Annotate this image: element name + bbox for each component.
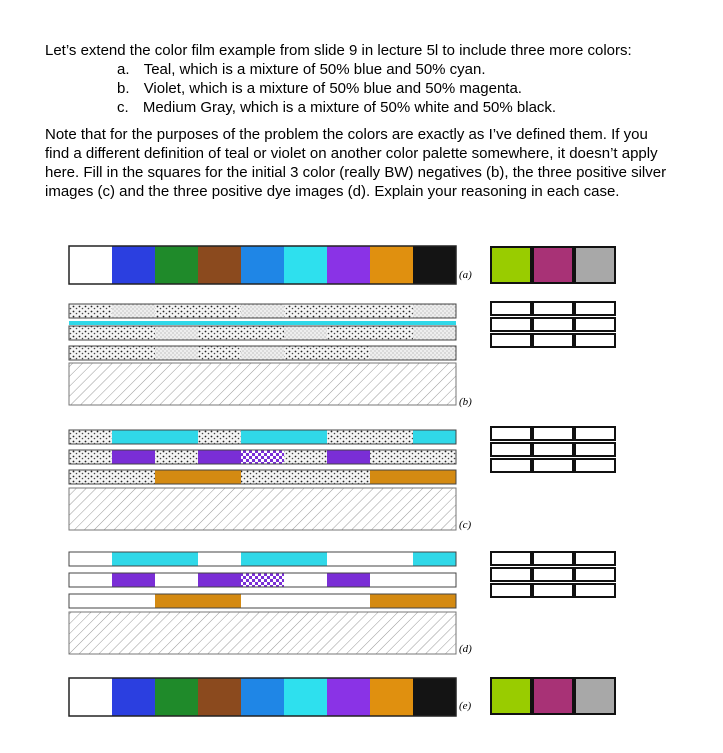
new-color-e-violet_new: [533, 678, 573, 714]
dye-layer-1-cell: [241, 552, 284, 566]
neg-layer-2-cell: [327, 326, 370, 340]
answer-box-c: [575, 427, 615, 440]
answer-box-d: [491, 568, 531, 581]
dye-layer-3-cell: [241, 594, 284, 608]
silver-layer-1-cell: [69, 430, 112, 444]
neg-layer-3-cell: [112, 346, 155, 360]
answer-box-d: [491, 552, 531, 565]
neg-layer-1-cell: [370, 304, 413, 318]
silver-layer-1-cell: [155, 430, 198, 444]
silver-layer-3-cell: [413, 470, 456, 484]
item-text: Medium Gray, which is a mixture of 50% white and 50% black.: [142, 99, 557, 116]
silver-layer-2-cell: [69, 450, 112, 464]
dye-layer-3-cell: [112, 594, 155, 608]
dye-layer-2-cell: [112, 573, 155, 587]
answer-box-c: [575, 459, 615, 472]
repro-swatch-green: [155, 678, 198, 716]
neg-layer-3-cell: [413, 346, 456, 360]
neg-layer-1-cell: [413, 304, 456, 318]
silver-layer-2-cell: [155, 450, 198, 464]
neg-layer-2-cell: [112, 326, 155, 340]
repro-swatch-white: [69, 678, 112, 716]
item-text: Violet, which is a mixture of 50% blue and 50% magenta.: [143, 80, 522, 97]
silver-layer-3-cell: [327, 470, 370, 484]
neg-layer-3-cell: [370, 346, 413, 360]
answer-box-c: [533, 427, 573, 440]
silver-layer-1-cell: [241, 430, 284, 444]
dye-layer-3-cell: [198, 594, 241, 608]
repro-swatch-brown: [198, 678, 241, 716]
neg-layer-2-cell: [69, 326, 112, 340]
repro-swatch-orange: [370, 678, 413, 716]
answer-box-d: [575, 584, 615, 597]
answer-box-d: [533, 552, 573, 565]
note-line: Note that for the purposes of the problem the colors are exactly as I’ve defined them. If you: [45, 126, 648, 143]
silver-layer-1-cell: [413, 430, 456, 444]
dye-layer-2-cell: [413, 573, 456, 587]
neg-layer-1-cell: [155, 304, 198, 318]
dye-layer-2-cell: [370, 573, 413, 587]
dye-layer-3-cell: [69, 594, 112, 608]
answer-box-d: [491, 584, 531, 597]
label-b: (b): [459, 396, 472, 408]
silver-layer-3-cell: [198, 470, 241, 484]
note-line: here. Fill in the squares for the initial 3 color (really BW) negatives (b), the three positive silver: [45, 164, 667, 181]
neg-layer-3-cell: [241, 346, 284, 360]
item-marker: a.: [117, 61, 130, 78]
silver-layer-2-cell: [370, 450, 413, 464]
swatch-orange: [370, 246, 413, 284]
neg-layer-1-cell: [284, 304, 327, 318]
new-color-e-teal_new: [491, 678, 531, 714]
intro-text: Let’s extend the color film example from slide 9 in lecture 5l to include three more colors:: [45, 42, 632, 59]
neg-layer-1-cell: [198, 304, 241, 318]
label-d: (d): [459, 643, 472, 655]
neg-layer-3-cell: [327, 346, 370, 360]
base-d: [69, 612, 456, 654]
item-text: Teal, which is a mixture of 50% blue and 50% cyan.: [143, 61, 486, 78]
answer-box-b: [533, 334, 573, 347]
neg-cyan-line: [69, 321, 456, 325]
new-color-a-teal_new: [491, 247, 531, 283]
silver-layer-3-cell: [69, 470, 112, 484]
base-b: [69, 363, 456, 405]
dye-layer-2-cell: [327, 573, 370, 587]
swatch-white: [69, 246, 112, 284]
silver-layer-3-cell: [112, 470, 155, 484]
silver-layer-3-cell: [370, 470, 413, 484]
silver-layer-1-cell: [198, 430, 241, 444]
dye-layer-3-cell: [413, 594, 456, 608]
repro-swatch-black: [413, 678, 456, 716]
answer-box-c: [533, 443, 573, 456]
silver-layer-2-cell: [112, 450, 155, 464]
dye-layer-3-cell: [284, 594, 327, 608]
silver-layer-3-cell: [284, 470, 327, 484]
answer-box-b: [533, 318, 573, 331]
swatch-azure: [241, 246, 284, 284]
answer-box-b: [575, 318, 615, 331]
swatch-green: [155, 246, 198, 284]
neg-layer-2-cell: [370, 326, 413, 340]
repro-swatch-violet: [327, 678, 370, 716]
silver-layer-3-cell: [241, 470, 284, 484]
dye-layer-1-cell: [69, 552, 112, 566]
neg-layer-1-cell: [112, 304, 155, 318]
silver-layer-3-cell: [155, 470, 198, 484]
silver-layer-1-cell: [284, 430, 327, 444]
dye-layer-1-cell: [155, 552, 198, 566]
silver-layer-2-cell: [198, 450, 241, 464]
answer-box-b: [491, 318, 531, 331]
dye-layer-1-cell: [112, 552, 155, 566]
dye-layer-2-cell: [69, 573, 112, 587]
silver-layer-1-cell: [370, 430, 413, 444]
neg-layer-2-cell: [155, 326, 198, 340]
answer-box-c: [491, 443, 531, 456]
silver-layer-1-cell: [327, 430, 370, 444]
answer-box-b: [491, 334, 531, 347]
item-marker: c.: [117, 99, 129, 116]
dye-layer-2-cell: [241, 573, 284, 587]
repro-swatch-azure: [241, 678, 284, 716]
silver-layer-2-cell: [327, 450, 370, 464]
answer-box-b: [491, 302, 531, 315]
neg-layer-3-cell: [69, 346, 112, 360]
note-line: images (c) and the three positive dye images (d). Explain your reasoning in each case.: [45, 183, 620, 200]
answer-box-d: [533, 568, 573, 581]
dye-layer-2-cell: [284, 573, 327, 587]
swatch-brown: [198, 246, 241, 284]
swatch-black: [413, 246, 456, 284]
dye-layer-2-cell: [155, 573, 198, 587]
neg-layer-2-cell: [241, 326, 284, 340]
dye-layer-1-cell: [327, 552, 370, 566]
neg-layer-3-cell: [155, 346, 198, 360]
label-c: (c): [459, 519, 472, 531]
dye-layer-1-cell: [370, 552, 413, 566]
answer-box-c: [491, 427, 531, 440]
answer-box-d: [575, 568, 615, 581]
dye-layer-1-cell: [413, 552, 456, 566]
silver-layer-2-cell: [284, 450, 327, 464]
swatch-violet: [327, 246, 370, 284]
base-c: [69, 488, 456, 530]
silver-layer-1-cell: [112, 430, 155, 444]
swatch-blue: [112, 246, 155, 284]
answer-box-c: [575, 443, 615, 456]
new-color-a-gray_new: [575, 247, 615, 283]
answer-box-c: [491, 459, 531, 472]
answer-box-d: [533, 584, 573, 597]
neg-layer-2-cell: [413, 326, 456, 340]
answer-box-b: [575, 334, 615, 347]
new-color-a-violet_new: [533, 247, 573, 283]
answer-box-b: [575, 302, 615, 315]
neg-layer-1-cell: [241, 304, 284, 318]
dye-layer-2-cell: [198, 573, 241, 587]
dye-layer-3-cell: [370, 594, 413, 608]
neg-layer-3-cell: [198, 346, 241, 360]
answer-box-c: [533, 459, 573, 472]
swatch-cyan: [284, 246, 327, 284]
label-a: (a): [459, 269, 472, 281]
silver-layer-2-cell: [413, 450, 456, 464]
neg-layer-2-cell: [284, 326, 327, 340]
note-line: find a different definition of teal or violet on another color palette somewhere, it doesn’t apply: [45, 145, 658, 162]
dye-layer-1-cell: [198, 552, 241, 566]
neg-layer-3-cell: [284, 346, 327, 360]
neg-layer-1-cell: [69, 304, 112, 318]
repro-swatch-blue: [112, 678, 155, 716]
repro-swatch-cyan: [284, 678, 327, 716]
answer-box-b: [533, 302, 573, 315]
silver-layer-2-cell: [241, 450, 284, 464]
dye-layer-1-cell: [284, 552, 327, 566]
new-color-e-gray_new: [575, 678, 615, 714]
label-e: (e): [459, 700, 472, 712]
neg-layer-1-cell: [327, 304, 370, 318]
neg-layer-2-cell: [198, 326, 241, 340]
item-marker: b.: [117, 80, 130, 97]
dye-layer-3-cell: [155, 594, 198, 608]
dye-layer-3-cell: [327, 594, 370, 608]
answer-box-d: [575, 552, 615, 565]
